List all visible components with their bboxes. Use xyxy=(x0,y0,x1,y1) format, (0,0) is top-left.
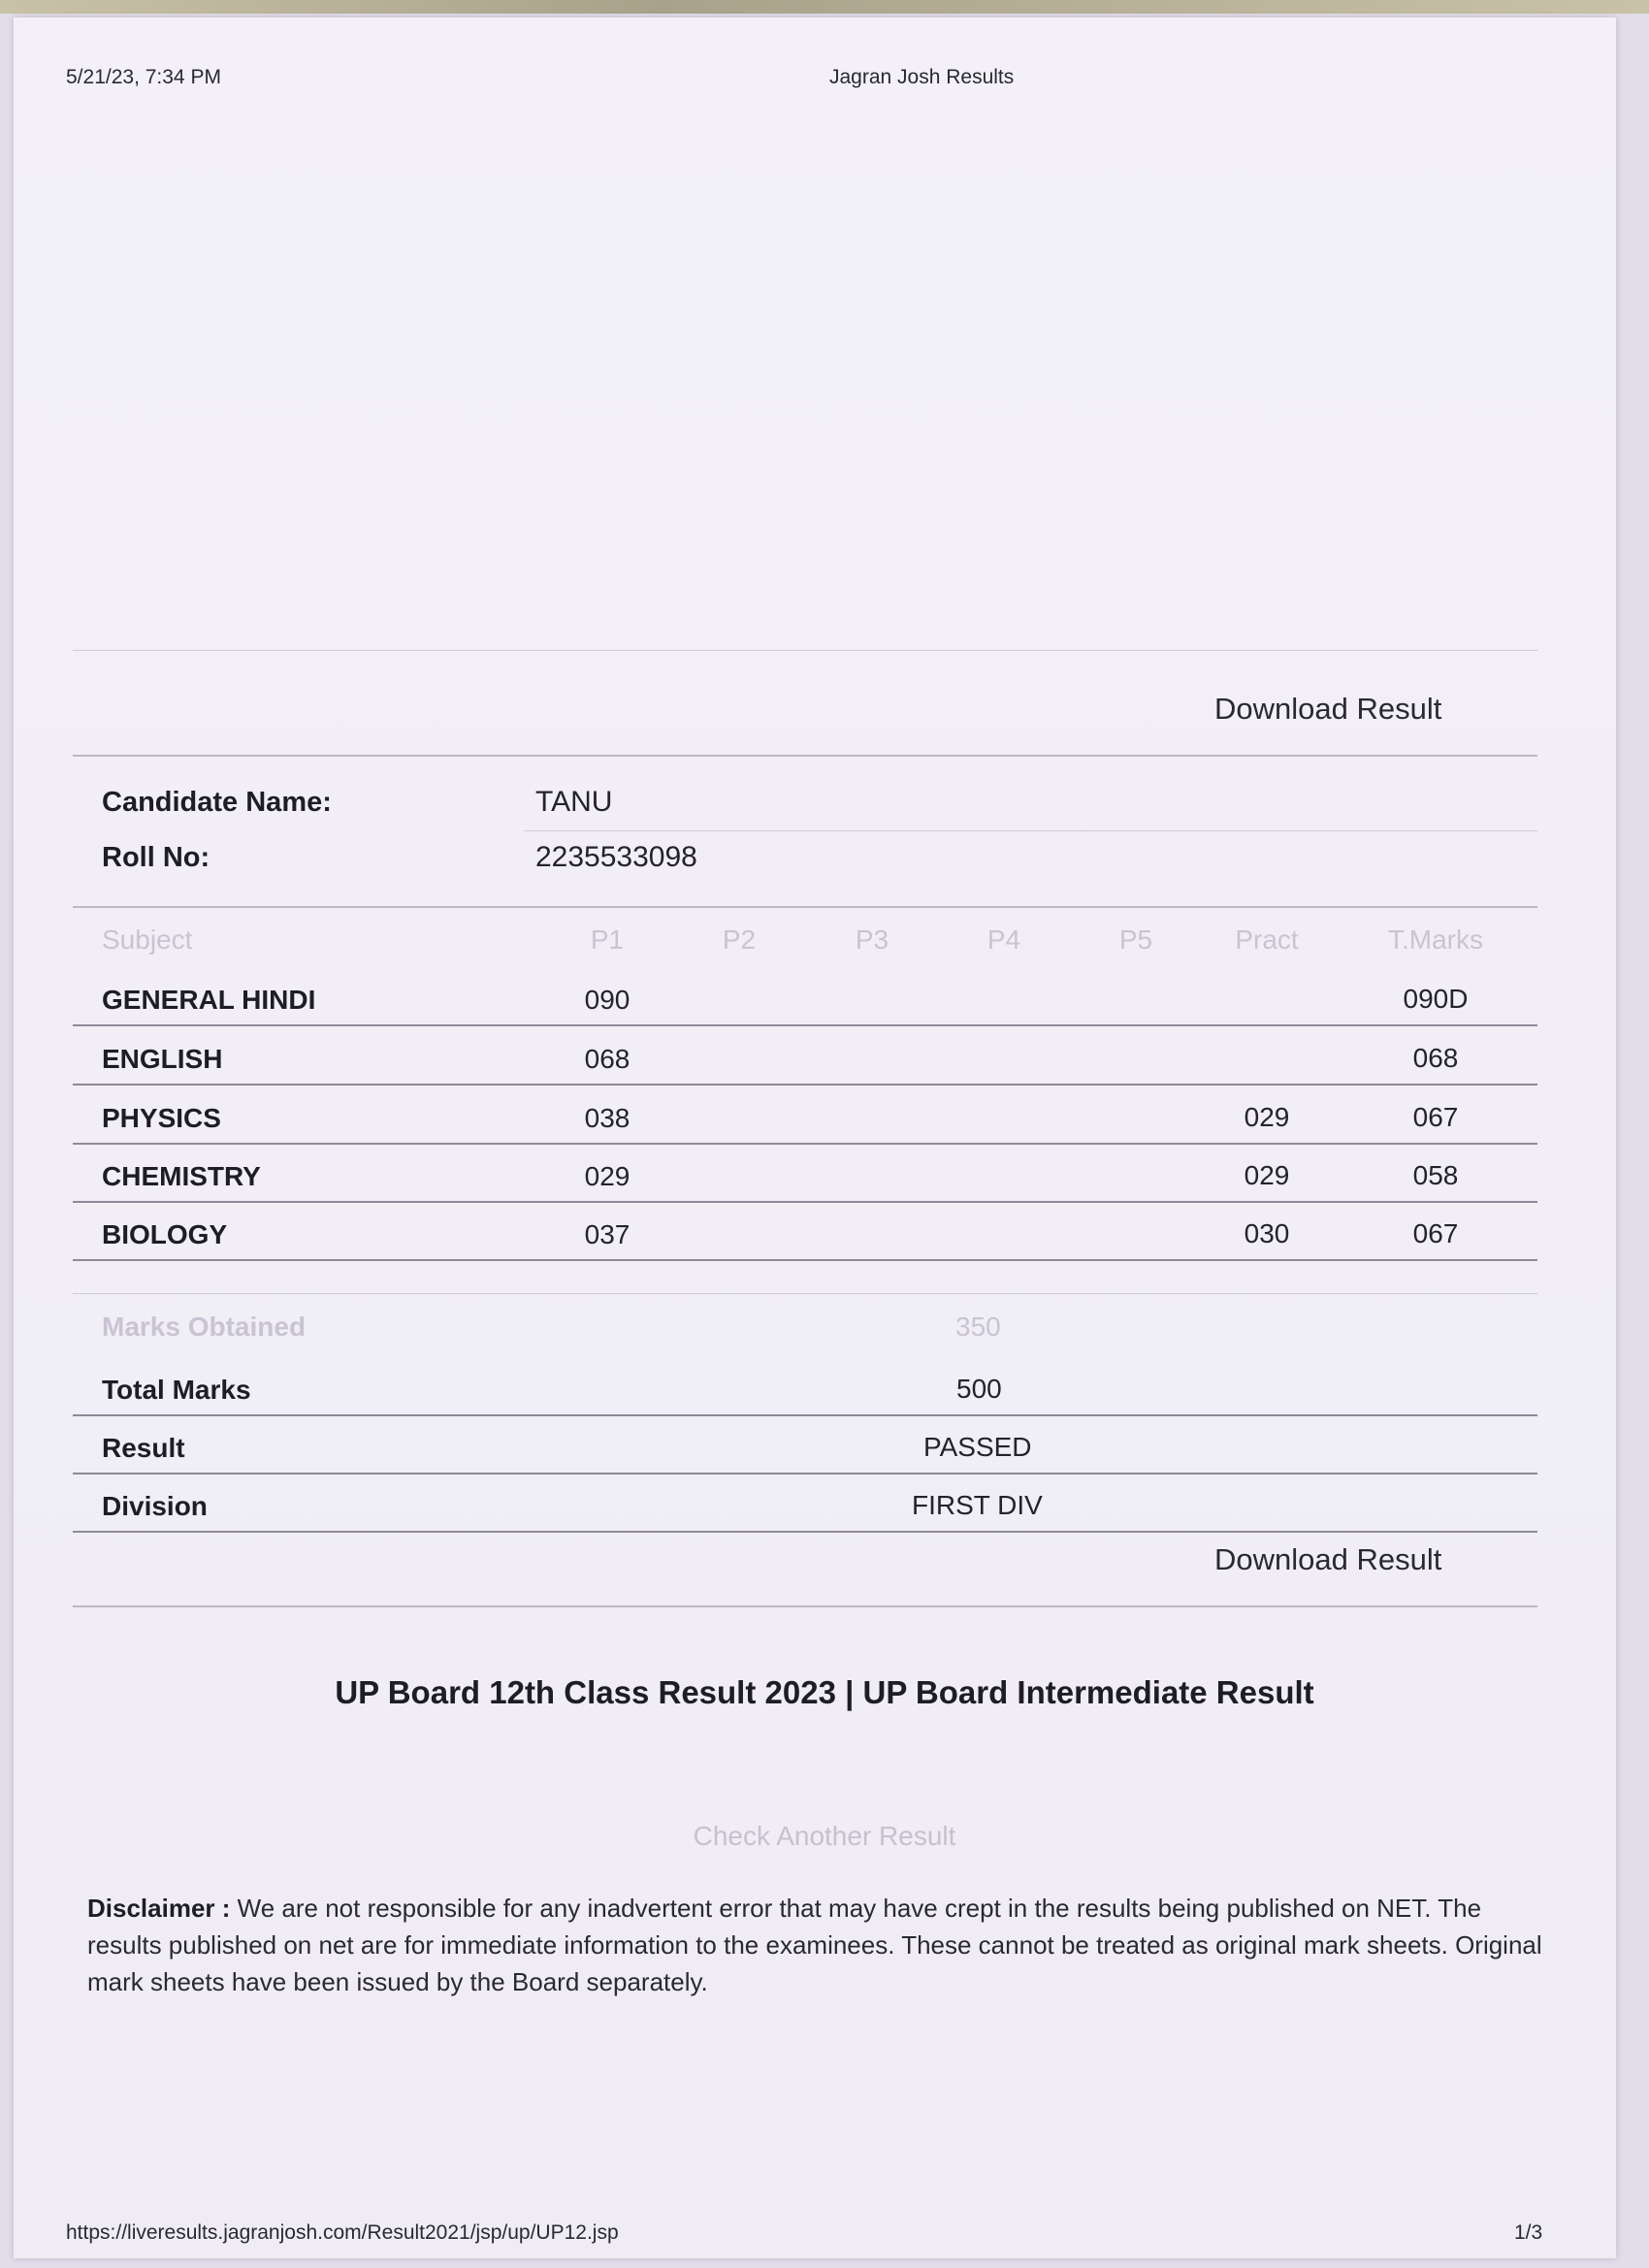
header-p4: P4 xyxy=(986,924,1021,955)
row-divider xyxy=(73,1143,1537,1145)
top-divider xyxy=(73,650,1537,651)
p1-marks: 038 xyxy=(584,1103,630,1133)
row-divider xyxy=(73,1201,1537,1203)
download-result-link-bottom[interactable]: Download Result xyxy=(1214,1542,1442,1576)
header-p2: P2 xyxy=(722,924,757,955)
pract-marks: 030 xyxy=(1244,1218,1290,1248)
total-marks-cell: 067 xyxy=(1412,1102,1459,1132)
disclaimer-label: Disclaimer : xyxy=(87,1894,231,1923)
subject-name: BIOLOGY xyxy=(102,1219,228,1249)
row-divider xyxy=(73,1084,1537,1085)
header-pract: Pract xyxy=(1235,924,1299,955)
marks-obtained-value: 350 xyxy=(955,1312,1001,1342)
roll-no-value: 2235533098 xyxy=(535,841,697,873)
row-divider xyxy=(73,1259,1537,1261)
candidate-top-divider xyxy=(73,755,1537,757)
total-marks-cell: 058 xyxy=(1412,1160,1459,1190)
result-page-title: UP Board 12th Class Result 2023 | UP Board Intermediate Result xyxy=(335,1674,1314,1710)
candidate-bottom-divider xyxy=(73,906,1537,908)
p1-marks: 029 xyxy=(584,1161,630,1191)
total-marks-value: 500 xyxy=(956,1374,1002,1404)
header-p3: P3 xyxy=(855,924,889,955)
row-divider xyxy=(73,1414,1537,1416)
p1-marks: 090 xyxy=(584,985,630,1015)
candidate-name-value: TANU xyxy=(535,786,613,818)
download-result-link-top[interactable]: Download Result xyxy=(1214,692,1442,726)
header-subject: Subject xyxy=(102,924,193,955)
roll-no-label: Roll No: xyxy=(102,842,210,873)
total-marks-label: Total Marks xyxy=(102,1375,251,1405)
row-divider xyxy=(73,1024,1537,1026)
candidate-row-divider xyxy=(524,830,1537,831)
pract-marks: 029 xyxy=(1244,1160,1290,1190)
scan-top-edge xyxy=(0,0,1649,14)
row-divider xyxy=(73,1531,1537,1533)
disclaimer xyxy=(87,1890,1542,2000)
candidate-name-label: Candidate Name: xyxy=(102,787,332,818)
total-marks-cell: 068 xyxy=(1412,1043,1459,1073)
subject-name: ENGLISH xyxy=(102,1044,223,1074)
p1-marks: 068 xyxy=(584,1044,630,1074)
subject-name: PHYSICS xyxy=(102,1103,221,1133)
total-marks-cell: 090D xyxy=(1403,984,1469,1014)
disclaimer-text: We are not responsible for any inadvertent error that may have crept in the results being published on NET. The results published on net are for immediate information to the examinees. These cannot be treated as original mark sheets. Original mark sheets have been issued by the Board separately. xyxy=(87,1894,1542,1996)
print-page-number: 1/3 xyxy=(1514,2221,1543,2244)
print-footer-url: https://liveresults.jagranjosh.com/Result2021/jsp/up/UP12.jsp xyxy=(66,2221,619,2244)
header-total-marks: T.Marks xyxy=(1388,924,1483,955)
summary-top-divider xyxy=(73,1293,1537,1294)
header-p1: P1 xyxy=(590,924,625,955)
p1-marks: 037 xyxy=(584,1219,630,1249)
header-p5: P5 xyxy=(1118,924,1153,955)
subject-name: CHEMISTRY xyxy=(102,1161,261,1191)
print-site-title: Jagran Josh Results xyxy=(829,66,1015,88)
division-value: FIRST DIV xyxy=(912,1490,1043,1520)
division-label: Division xyxy=(102,1491,208,1521)
pract-marks: 029 xyxy=(1244,1102,1290,1132)
row-divider xyxy=(73,1473,1537,1474)
print-datetime: 5/21/23, 7:34 PM xyxy=(66,66,221,88)
subject-name: GENERAL HINDI xyxy=(102,985,316,1015)
marks-obtained-label: Marks Obtained xyxy=(102,1312,307,1342)
bottom-divider xyxy=(73,1605,1537,1607)
total-marks-cell: 067 xyxy=(1412,1218,1459,1248)
check-another-result-link[interactable]: Check Another Result xyxy=(693,1821,956,1851)
result-value: PASSED xyxy=(923,1432,1032,1462)
result-label: Result xyxy=(102,1433,185,1463)
